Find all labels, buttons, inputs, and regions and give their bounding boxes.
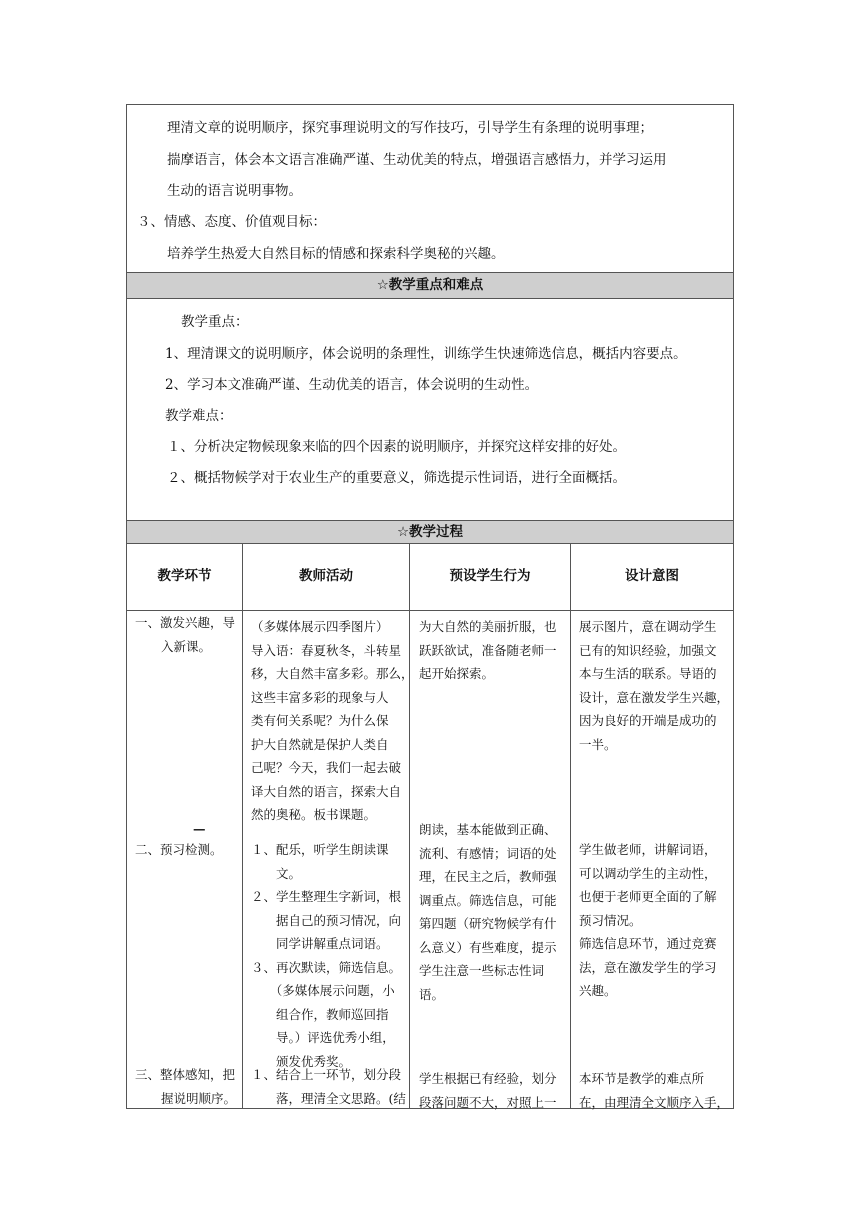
intent-text: 因为良好的开端是成功的 — [579, 713, 717, 728]
row-2-stage — [135, 838, 223, 862]
intent-text: 设计，意在激发学生兴趣， — [579, 689, 730, 705]
column-header-intent: 设计意图 — [625, 568, 679, 584]
stage-text: 三、整体感知，把 — [135, 1067, 236, 1082]
column-header-teacher: 教师活动 — [299, 568, 353, 584]
teacher-text: 同学讲解重点词语。 — [251, 936, 389, 951]
student-text: 学生注意一些标志性词 — [419, 963, 545, 978]
intent-text: 展示图片，意在调动学生 — [579, 619, 717, 634]
column-header-student: 预设学生行为 — [449, 568, 531, 584]
teacher-text: 移，大自然丰富多彩。那么， — [251, 666, 414, 681]
teacher-text: １、结合上一环节，划分段 — [251, 1067, 402, 1082]
teacher-text: 导入语：春夏秋冬，斗转星 — [251, 642, 402, 658]
stage-text: 握说明顺序。 — [161, 1090, 237, 1106]
teacher-text: （多媒体展示问题，小 — [251, 983, 395, 998]
row-1-student — [419, 615, 557, 686]
student-text: 调重点。筛选信息，可能 — [419, 892, 557, 908]
process-header: ☆教学过程 — [127, 520, 733, 544]
teacher-text: ２、学生整理生字新词，根 — [251, 889, 402, 904]
student-text: 朗读，基本能做到正确、 — [419, 822, 557, 837]
row-3-student — [419, 1067, 557, 1114]
teacher-text: 护大自然就是保护人类自 — [251, 736, 389, 752]
intent-text: 筛选信息环节，通过竞赛 — [579, 936, 717, 951]
student-text: 语。 — [419, 986, 445, 1002]
teacher-text: 组合作，教师巡回指 — [251, 1006, 389, 1022]
teacher-text: 颁发优秀奖。 — [251, 1053, 352, 1069]
intent-text: 预习情况。 — [579, 912, 642, 928]
column-header-stage: 教学环节 — [157, 568, 212, 584]
stage-text: 入新课。 — [161, 638, 212, 654]
teacher-text: 译大自然的语言，探索大自 — [251, 783, 402, 799]
student-text: 学生根据已有经验，划分 — [419, 1071, 557, 1086]
document-frame — [126, 104, 734, 1109]
column-divider — [242, 543, 243, 1108]
row-3-stage — [135, 1063, 236, 1110]
student-text: 流利、有感情；词语的处 — [419, 845, 557, 861]
student-text: 么意义）有些难度，提示 — [419, 939, 557, 955]
student-text: 为大自然的美丽折服，也 — [419, 619, 557, 634]
intent-text: 本与生活的联系。导语的 — [579, 666, 717, 681]
column-divider — [570, 543, 571, 1108]
stage-dash: — — [193, 821, 206, 836]
key-point-2: 2、学习本文准确严谨、生动优美的语言，体会说明的生动性。 — [165, 377, 539, 393]
student-text: 理，在民主之后，教师强 — [419, 869, 557, 884]
student-text: 段落问题不大，对照上一 — [419, 1094, 557, 1110]
objective-heading-3: ３、情感、态度、价值观目标： — [137, 214, 326, 230]
intent-text: 已有的知识经验，加强文 — [579, 642, 717, 658]
teacher-text: （多媒体展示四季图片） — [251, 619, 389, 634]
intent-text: 学生做老师，讲解词语， — [579, 842, 717, 857]
student-text: 跃跃欲试，准备随老师一 — [419, 642, 557, 658]
stage-text: 一、激发兴趣，导 — [135, 615, 236, 630]
stage-text: 二、预习检测。 — [135, 842, 223, 857]
difficulty-1: １、分析决定物候现象来临的四个因素的说明顺序，并探究这样安排的好处。 — [167, 439, 626, 455]
intent-text: 可以调动学生的主动性， — [579, 865, 717, 881]
objective-line-3: 生动的语言说明事物。 — [167, 183, 302, 199]
teacher-text: 据自己的预习情况，向 — [251, 912, 402, 928]
objective-line-1: 理清文章的说明顺序，探究事理说明文的写作技巧，引导学生有条理的说明事理； — [167, 120, 653, 136]
row-2-intent — [579, 838, 717, 1003]
teacher-text: 文。 — [251, 865, 302, 881]
row-1-stage — [135, 611, 235, 658]
teacher-text: 落，理清全文思路。(结 — [251, 1090, 406, 1106]
intent-text: 本环节是教学的难点所 — [579, 1071, 705, 1086]
teacher-text: ３、再次默读，筛选信息。 — [251, 959, 402, 975]
difficulties-label: 教学难点： — [165, 408, 233, 424]
row-2-student — [419, 818, 557, 1006]
key-point-1: 1、理清课文的说明顺序，体会说明的条理性，训练学生快速筛选信息，概括内容要点。 — [165, 346, 687, 362]
row-1-teacher — [251, 615, 414, 827]
row-1-intent — [579, 615, 729, 756]
teacher-text: 己呢？今天，我们一起去破 — [251, 760, 402, 775]
objective-line-2: 揣摩语言，体会本文语言准确严谨、生动优美的特点，增强语言感悟力，并学习运用 — [167, 152, 667, 168]
intent-text: 兴趣。 — [579, 983, 617, 998]
objective-line-4: 培养学生热爱大自然目标的情感和探索科学奥秘的兴趣。 — [167, 246, 505, 262]
student-text: 起开始探索。 — [419, 666, 495, 681]
row-3-intent — [579, 1067, 729, 1114]
teacher-text: １、配乐，听学生朗读课 — [251, 842, 389, 857]
intent-text: 法，意在激发学生的学习 — [579, 959, 717, 975]
student-text: 第四题（研究物候学有什 — [419, 916, 557, 931]
teacher-text: 导。）评选优秀小组， — [251, 1030, 395, 1045]
intent-text: 在，由理清全文顺序入手， — [579, 1094, 730, 1110]
row-3-teacher — [251, 1063, 406, 1110]
intent-text: 也便于老师更全面的了解 — [579, 889, 717, 904]
intent-text: 一半。 — [579, 736, 617, 752]
key-points-header: ☆教学重点和难点 — [127, 272, 733, 299]
teacher-text: 这些丰富多彩的现象与人 — [251, 689, 389, 705]
row-2-teacher — [251, 838, 401, 1073]
teacher-text: 然的奥秘。板书课题。 — [251, 807, 377, 822]
teacher-text: 类有何关系呢？为什么保 — [251, 713, 389, 728]
difficulty-2: ２、概括物候学对于农业生产的重要意义，筛选提示性词语，进行全面概括。 — [167, 470, 626, 486]
key-points-label: 教学重点： — [181, 314, 249, 330]
